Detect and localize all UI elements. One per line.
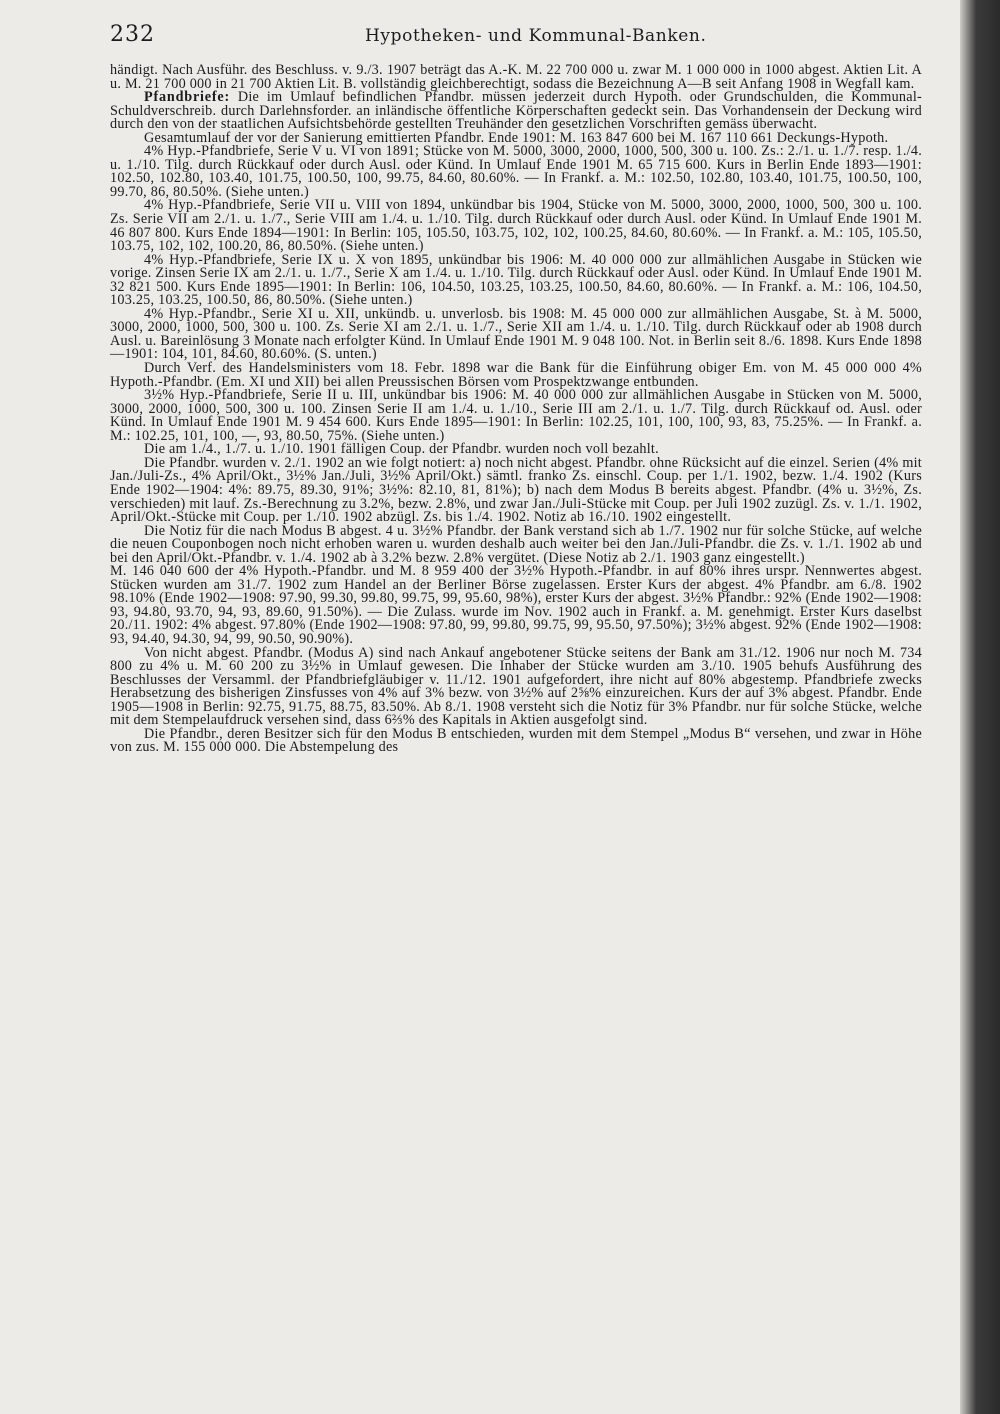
paragraph-text: Von nicht abgest. Pfandbr. (Modus A) sind nach Ankauf angebotener Stücke seitens der Bank am 31./12. 1906 nur noch M. 734 800 zu 4% u. M. 60 200 zu 3½% in Umlauf gewesen. Die Inhaber der Stücke wurden am 3./10. 1905 behufs Ausführung des Beschlusses der Versamml. der Pfandbriefgläubiger v. 11./12. 1901 aufgefordert, ihre nicht auf 80% abgestemp. Pfandbriefe zwecks Herabsetzung des bisherigen Zinsfusses von 4% auf 3% bezw. von 3½% auf 2⅝% einzureichen. Kurs der auf 3% abgest. Pfandbr. Ende 1905—1908 in Berlin: 92.75, 91.75, 88.75, 83.50%. Ab 8./1. 1908 versteht sich die Notiz für 3% Pfandbr. nur für solche Stücke, welche mit dem Stempelaufdruck versehen sind, dass 6⅔% des Kapitals in Aktien ausgefolgt sind. bbox=[110, 644, 922, 729]
paragraph-text: M. 146 040 600 der 4% Hypoth.-Pfandbr. und M. 8 959 400 der 3½% Hypoth.-Pfandbr. in auf 80% ihres urspr. Nennwertes abgest. Stücken wurden am 31./7. 1902 zum Handel an der Berliner Börse zugelassen. Erster Kurs der abgest. 4% Pfandbr. am 6./8. 1902 98.10% (Ende 1902—1908: 97.90, 99.30, 99.80, 99.75, 99, 95.60, 98%), erster Kurs der abgest. 3½% Pfandbr.: 92% (Ende 1902—1908: 93, 94.80, 93.70, 94, 93, 89.60, 91.50%). — Die Zulass. wurde im Nov. 1902 auch in Frankf. a. M. genehmigt. Erster Kurs daselbst 20./11. 1902: 4% abgest. 97.80% (Ende 1902—1908: 97.80, 99, 99.80, 99.75, 99, 95.50, 97.50%); 3½% abgest. 92% (Ende 1902—1908: 93, 94.40, 94.30, 94, 99, 90.50, 90.90%). bbox=[110, 563, 922, 647]
paragraph-text: Die Pfandbr. wurden v. 2./1. 1902 an wie folgt notiert: a) noch nicht abgest. Pfandbr. ohne Rücksicht auf die einzel. Serien (4% mit Jan./Juli-Zs., 4% April/Okt., 3½% Jan./Juli, 3½% April/Okt.) sämtl. franko Zs. einschl. Coup. per 1./1. 1902, bezw. 1./4. 1902 (Kurs Ende 1902—1904: 4%: 89.75, 89.30, 91%; 3½%: 82.10, 81, 81%); b) nach dem Modus B bereits abgest. Pfandbr. (4% u. 3½%, Zs. verschieden) mit lauf. Zs.-Berechnung zu 3.2%, bezw. 2.8%, und zwar Jan./Juli-Stücke mit Coup. per Juli 1902 zuzügl. Zs. v. 1./1. 1902, April/Okt.-Stücke mit Coup. per 1./10. 1902 abzügl. Zs. bis 1./4. 1902. Notiz ab 16./10. 1902 eingestellt. bbox=[110, 454, 922, 526]
paragraph-text: Die Pfandbr., deren Besitzer sich für den Modus B entschieden, wurden mit dem Stempel „Modus B“ versehen, und zwar in Höhe von zus. M. 155 000 000. Die Abstempelung des bbox=[110, 725, 922, 756]
running-title: Hypotheken- und Kommunal-Banken. bbox=[365, 26, 707, 46]
paragraph bbox=[110, 644, 922, 729]
paragraph-text: 4% Hyp.-Pfandbr., Serie XI u. XII, unkündb. u. unverlosb. bis 1908: M. 45 000 000 zur allmählichen Ausgabe, St. à M. 5000, 3000, 2000, 1000, 500, 300 u. 100. Zs. Serie XI am 2./1. u. 1./7., Serie XII am 1./4. u. 1./10. Tilg. durch Rückkauf oder ab 1908 durch Ausl. u. Bareinlösung 3 Monate nach erfolgter Künd. In Umlauf Ende 1901 M. 9 048 100. Not. in Berlin seit 8./6. 1898. Kurs Ende 1898—1901: 104, 101, 84.60, 80.60%. (S. unten.) bbox=[110, 305, 922, 363]
paragraph bbox=[110, 91, 922, 132]
paragraph bbox=[110, 565, 922, 646]
paragraph-text: Die im Umlauf befindlichen Pfandbr. müssen jederzeit durch Hypoth. oder Grundschulden, die Kommunal-Schuldverschreib. durch Darlehnsforder. an inländische öffentliche Körperschaften gedeckt sein. Das Vorhandensein der Deckung wird durch den von der staatlichen Aufsichtsbehörde gestellten Treuhänder den gesetzlichen Vorschriften gemäss überwacht. bbox=[110, 89, 922, 133]
paragraph-text: händigt. Nach Ausführ. des Beschluss. v. 9./3. 1907 beträgt das A.-K. M. 22 700 000 u. zwar M. 1 000 000 in 1000 abgest. Aktien Lit. A u. M. 21 700 000 in 21 700 Aktien Lit. B. vollständig gleichberechtigt, sodass die Bezeichnung A—B seit Anfang 1908 in Wegfall kam. bbox=[110, 62, 922, 92]
paragraph-text: Gesamtumlauf der vor der Sanierung emittierten Pfandbr. Ende 1901: M. 163 847 600 bei M. 167 110 661 Deckungs-Hypoth. bbox=[144, 129, 889, 146]
body-text bbox=[110, 64, 922, 755]
paragraph bbox=[110, 725, 922, 756]
paragraph bbox=[110, 305, 922, 363]
paragraph bbox=[110, 362, 922, 389]
paragraph-text: Durch Verf. des Handelsministers vom 18. Febr. 1898 war die Bank für die Einführung obiger Em. von M. 45 000 000 4% Hypoth.-Pfandbr. (Em. XI und XII) bei allen Preussischen Börsen vom Prospektzwange entbunden. bbox=[110, 360, 922, 390]
paragraph bbox=[110, 251, 922, 309]
paragraph-text: Die am 1./4., 1./7. u. 1./10. 1901 fälligen Coup. der Pfandbr. wurden noch voll bezahlt. bbox=[144, 441, 659, 458]
page-header bbox=[110, 22, 930, 52]
page-number: 232 bbox=[110, 22, 155, 47]
paragraph-text: 4% Hyp.-Pfandbriefe, Serie V u. VI von 1891; Stücke von M. 5000, 3000, 2000, 1000, 500, 300 u. 100. Zs.: 2./1. u. 1./7. resp. 1./4. u. 1./10. Tilg. durch Rückkauf oder durch Ausl. oder Künd. In Umlauf Ende 1901 M. 65 715 600. Kurs in Berlin Ende 1893—1901: 102.50, 102.80, 103.40, 101.75, 100.50, 100, 99.75, 84.60, 80.60%. — In Frankf. a. M.: 102.50, 102.80, 103.40, 101.75, 100.50, 100, 99.70, 86, 80.50%. (Siehe unten.) bbox=[110, 143, 922, 200]
paragraph bbox=[110, 454, 922, 526]
paragraph-text: 4% Hyp.-Pfandbriefe, Serie VII u. VIII von 1894, unkündbar bis 1904, Stücke von M. 5000, 3000, 2000, 1000, 500, 300 u. 100. Zs. Serie VII am 2./1. u. 1./7., Serie VIII am 1./4. u. 1./10. Tilg. durch Rückkauf oder durch Ausl. oder Künd. In Umlauf Ende 1901 M. 46 807 800. Kurs Ende 1894—1901: In Berlin: 105, 105.50, 103.75, 102, 102, 100.25, 84.60, 80.60%. — In Frankf. a. M.: 105, 105.50, 103.75, 102, 102, 100.20, 86, 80.50%. (Siehe unten.) bbox=[110, 197, 922, 255]
paragraph bbox=[110, 522, 922, 566]
paragraph bbox=[110, 145, 922, 199]
paragraph-text: 4% Hyp.-Pfandbriefe, Serie IX u. X von 1895, unkündbar bis 1906: M. 40 000 000 zur allmählichen Ausgabe in Stücken wie vorige. Zinsen Serie IX am 2./1. u. 1./7., Serie X am 1./4. u. 1./10. Tilg. durch Rückkauf oder Ausl. oder Künd. In Umlauf Ende 1901 M. 32 821 500. Kurs Ende 1895—1901: In Berlin: 106, 104.50, 103.25, 103.25, 100.50, 84.60, 80.60%. — In Frankf. a. M.: 106, 104.50, 103.25, 103.25, 100.50, 86, 80.50%. (Siehe unten.) bbox=[110, 251, 922, 309]
paragraph bbox=[110, 199, 922, 253]
paragraph bbox=[110, 64, 922, 91]
scan-edge-shadow bbox=[960, 0, 1000, 1414]
paragraph bbox=[110, 389, 922, 443]
paragraph-lead: Pfandbriefe: bbox=[144, 89, 231, 106]
paragraph-text: Die Notiz für die nach Modus B abgest. 4 u. 3½% Pfandbr. der Bank verstand sich ab 1./7. 1902 nur für solche Stücke, auf welche die neuen Couponbogen noch nicht erhoben waren u. wurden deshalb auch weiter bei den Jan./Juli-Pfandbr. die Zs. v. 1./1. 1902 ab und bei den April/Okt.-Pfandbr. v. 1./4. 1902 ab à 3.2% bezw. 2.8% vergütet. (Diese Notiz ab 2./1. 1903 ganz eingestellt.) bbox=[110, 522, 922, 566]
paragraph-text: 3½% Hyp.-Pfandbriefe, Serie II u. III, unkündbar bis 1906: M. 40 000 000 zur allmählichen Ausgabe in Stücken von M. 5000, 3000, 2000, 1000, 500, 300 u. 100. Zinsen Serie II am 1./4. u. 1./10., Serie III am 2./1. u. 1./7. Tilg. durch Rückkauf od. Ausl. oder Künd. In Umlauf Ende 1901 M. 9 454 600. Kurs Ende 1895—1901: In Berlin: 102.25, 101, 100, 100, 93, 83, 75.25%. — In Frankf. a. M.: 102.25, 101, 100, —, 93, 80.50, 75%. (Siehe unten.) bbox=[110, 387, 922, 444]
